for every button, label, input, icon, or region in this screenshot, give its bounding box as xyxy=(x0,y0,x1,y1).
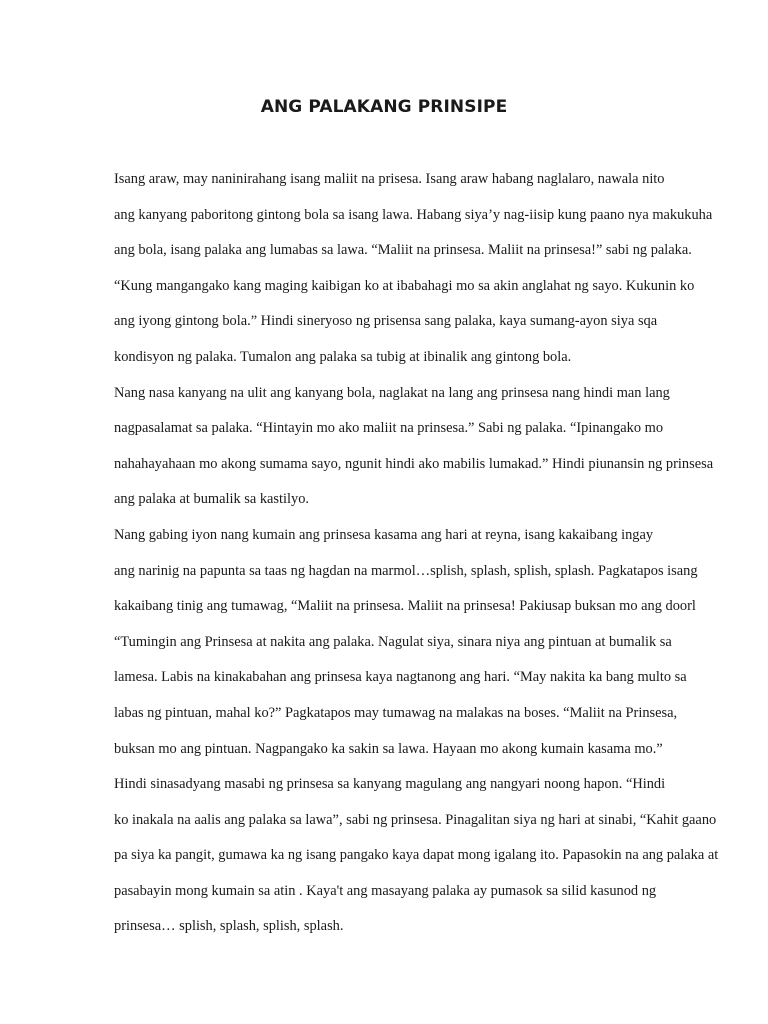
text-line: ko inakala na aalis ang palaka sa lawa”, sabi ng prinsesa. Pinagalitan siya ng hari at sinabi, “Kahit gaano xyxy=(114,811,717,828)
text-line: Nang nasa kanyang na ulit ang kanyang bola, naglakat na lang ang prinsesa nang hindi man lang xyxy=(114,384,670,401)
text-line: “Kung mangangako kang maging kaibigan ko at ibabahagi mo sa akin anglahat ng sayo. Kukunin ko xyxy=(114,277,695,294)
text-line: lamesa. Labis na kinakabahan ang prinsesa kaya nagtanong ang hari. “May nakita ka bang multo sa xyxy=(114,669,687,686)
text-line: ang bola, isang palaka ang lumabas sa lawa. “Maliit na prinsesa. Maliit na prinsesa!” sabi ng palaka. xyxy=(114,242,692,259)
text-line: pasabayin mong kumain sa atin . Kaya't ang masayang palaka ay pumasok sa silid kasunod ng xyxy=(114,882,657,899)
text-line: ang kanyang paboritong gintong bola sa isang lawa. Habang siya’y nag-iisip kung paano nya makukuha xyxy=(114,206,713,223)
text-line: kondisyon ng palaka. Tumalon ang palaka sa tubig at ibinalik ang gintong bola. xyxy=(114,348,572,365)
text-line: pa siya ka pangit, gumawa ka ng isang pangako kaya dapat mong igalang ito. Papasokin na ang palaka at xyxy=(114,847,719,864)
page-title: ANG PALAKANG PRINSIPE xyxy=(260,97,508,117)
text-line: Nang gabing iyon nang kumain ang prinsesa kasama ang hari at reyna, isang kakaibang ingay xyxy=(114,526,654,543)
text-line: kakaibang tinig ang tumawag, “Maliit na prinsesa. Maliit na prinsesa! Pakiusap buksan mo ang doorl xyxy=(114,598,696,615)
text-line: labas ng pintuan, mahal ko?” Pagkatapos may tumawag na malakas na boses. “Maliit na Prinsesa, xyxy=(114,704,678,721)
paragraph-3 xyxy=(68,518,702,767)
text-line: ang iyong gintong bola.” Hindi sineryoso ng prisensa sang palaka, kaya sumang-ayon siya sqa xyxy=(114,313,658,330)
text-line: “Tumingin ang Prinsesa at nakita ang palaka. Nagulat siya, sinara niya ang pintuan at bumalik sa xyxy=(114,633,672,650)
text-line: ang narinig na papunta sa taas ng hagdan na marmol…splish, splash, splish, splash. Pagkatapos isang xyxy=(114,562,698,579)
story-body xyxy=(68,162,719,945)
paragraph-4 xyxy=(68,767,719,945)
text-line: nahahayahaan mo akong sumama sayo, ngunit hindi ako mabilis lumakad.” Hindi piunansin ng prinsesa xyxy=(114,455,714,472)
text-line: Isang araw, may naninirahang isang maliit na prisesa. Isang araw habang naglalaro, nawala nito xyxy=(114,171,665,187)
text-line: nagpasalamat sa palaka. “Hintayin mo ako maliit na prinsesa.” Sabi ng palaka. “Ipinangako mo xyxy=(114,420,664,437)
text-line: buksan mo ang pintuan. Nagpangako ka sakin sa lawa. Hayaan mo akong kumain kasama mo.” xyxy=(114,740,663,757)
text-line: Hindi sinasadyang masabi ng prinsesa sa kanyang magulang ang nangyari noong hapon. “Hindi xyxy=(114,776,666,793)
text-line: ang palaka at bumalik sa kastilyo. xyxy=(114,491,310,508)
paragraph-1 xyxy=(68,162,713,376)
paragraph-2 xyxy=(68,376,714,518)
text-line: prinsesa… splish, splash, splish, splash. xyxy=(114,918,344,935)
